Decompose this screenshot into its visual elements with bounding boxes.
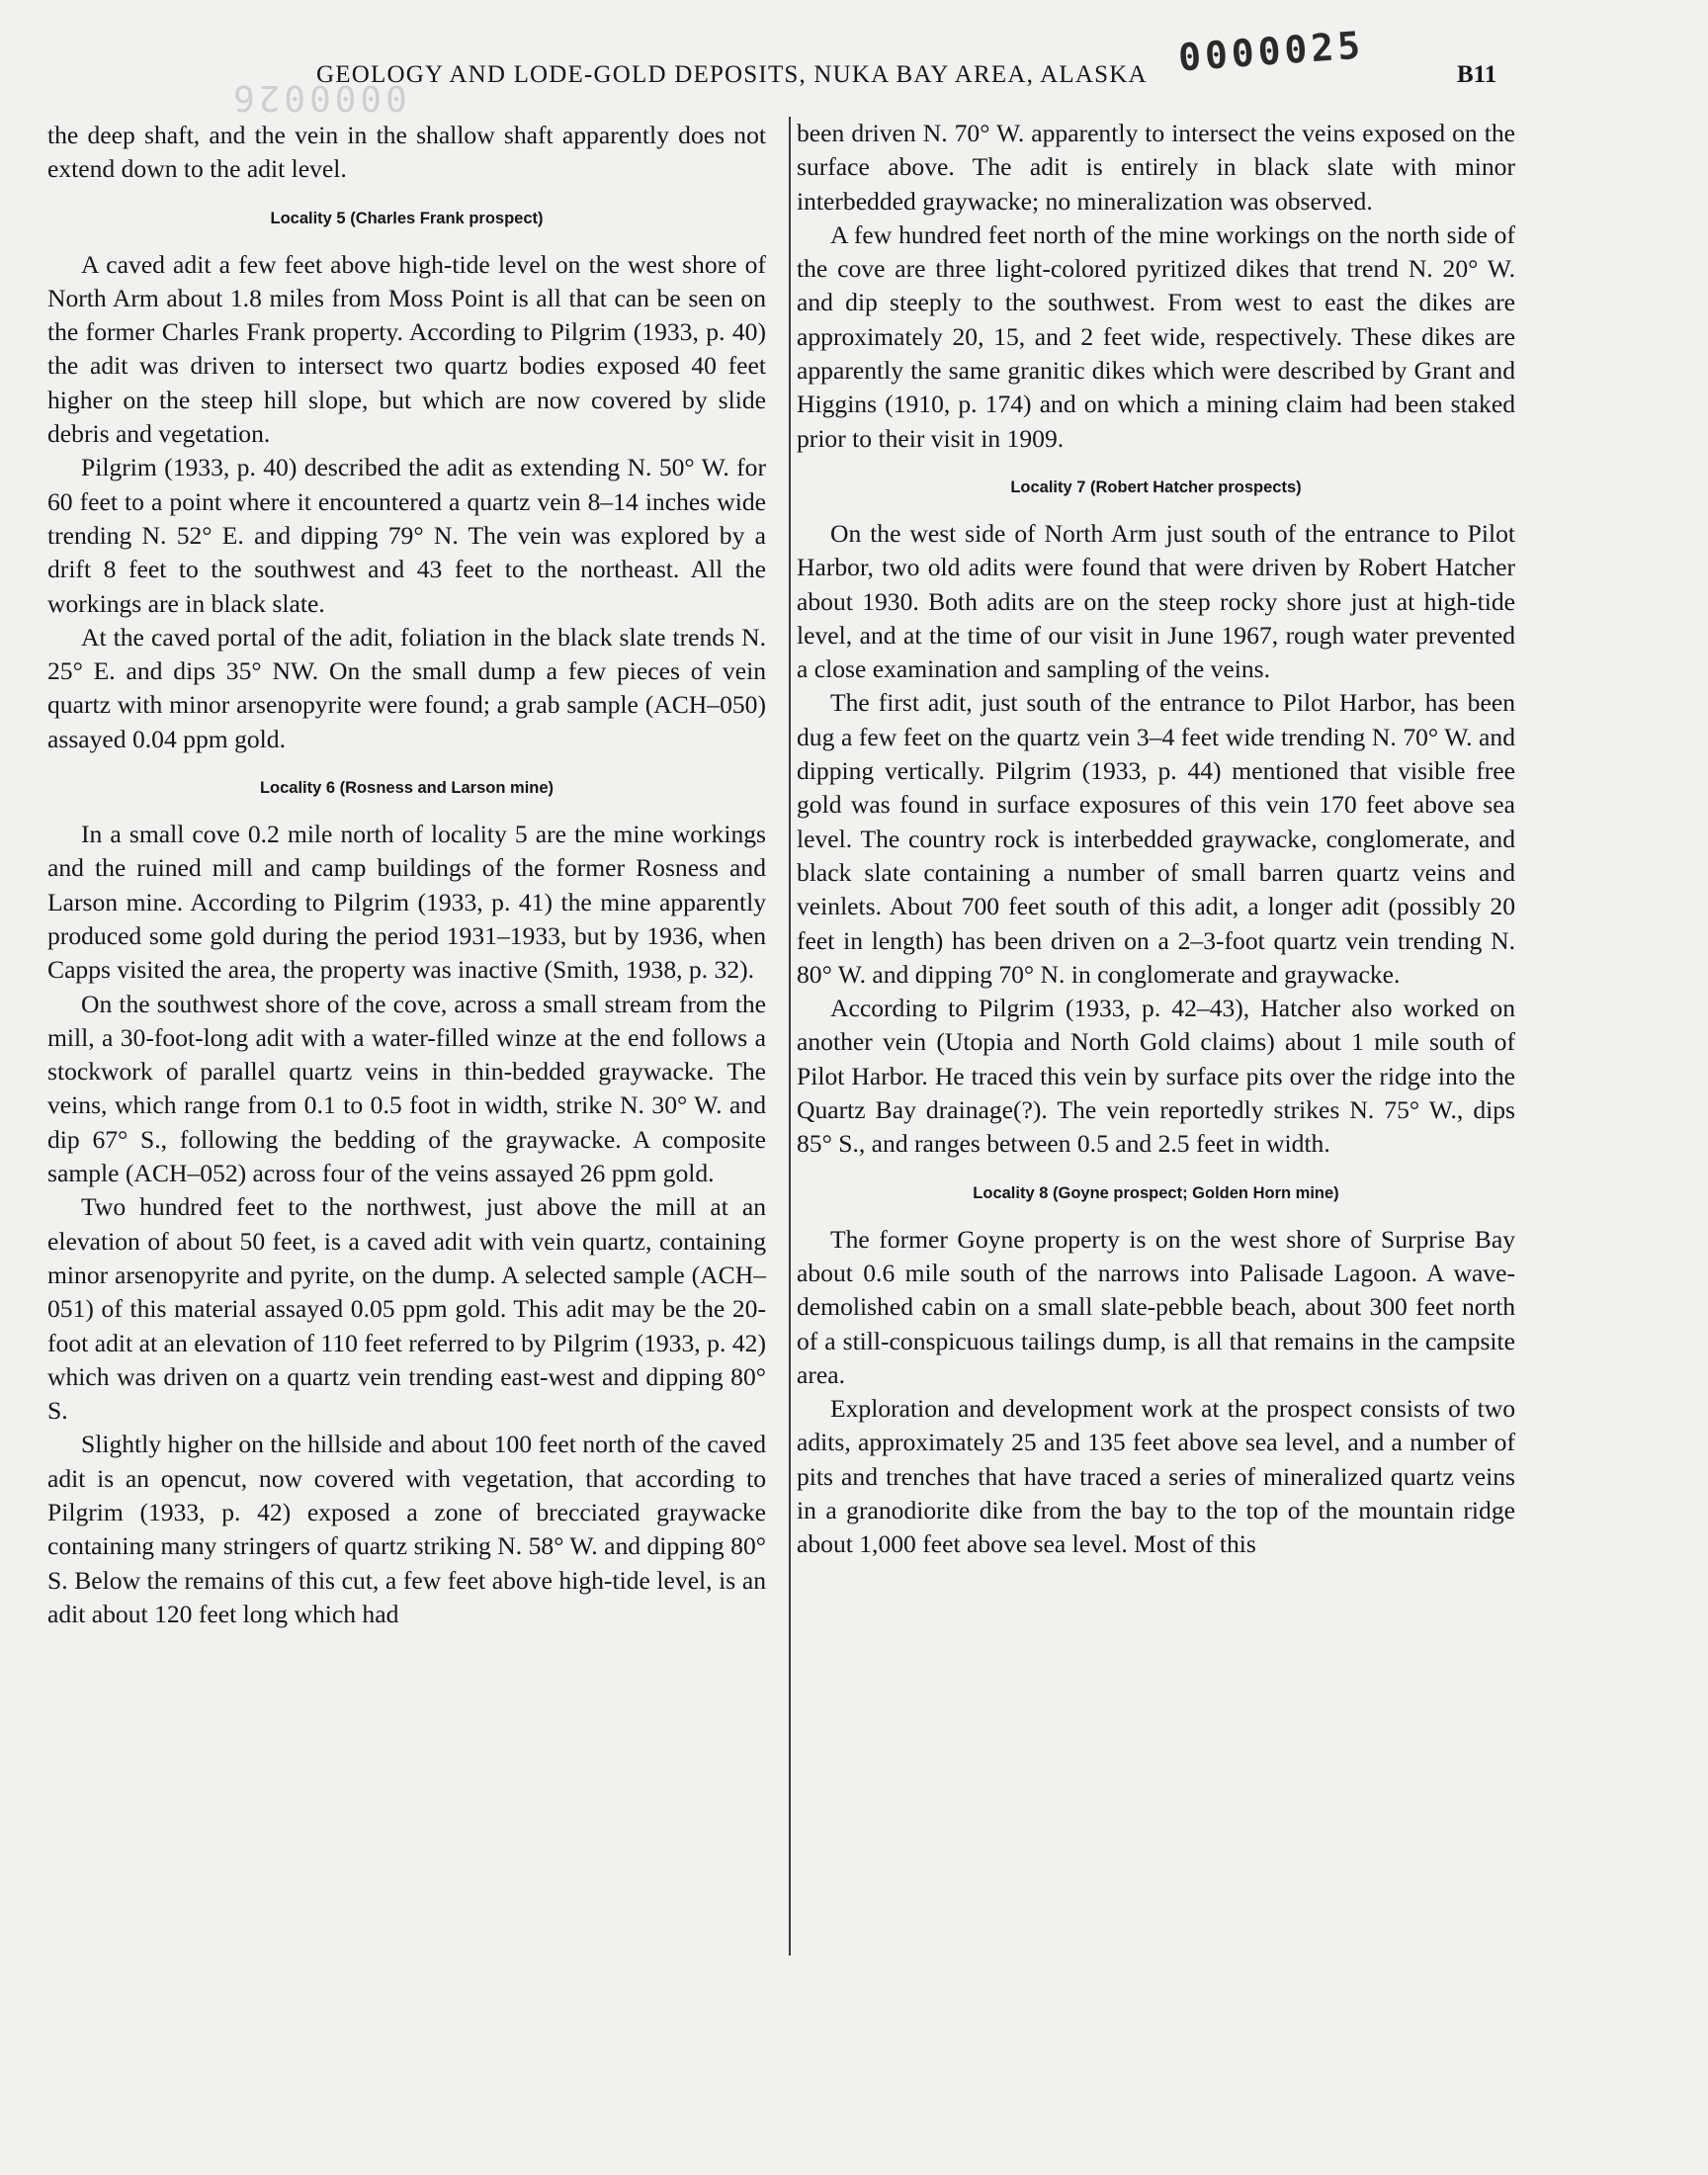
paragraph: A caved adit a few feet above high-tide level on the west shore of North Arm about 1.8 miles from Moss Point is all that can be seen on the former Charles Frank property. According to Pilgrim (1933, p. 40) the adit was driven to intersect two quartz bodies exposed 40 feet higher on the steep hill slope, but which are now covered by slide debris and vegetation. [47, 249, 766, 449]
left-column [47, 119, 766, 1631]
continued-paragraph: been driven N. 70° W. apparently to intersect the veins exposed on the surface above. The adit is entirely in black slate with minor interbedded graywacke; no mineralization was observed. [797, 119, 1515, 216]
paragraph: Slightly higher on the hillside and about 100 feet north of the caved adit is an opencut, now covered with vegetation, that according to Pilgrim (1933, p. 42) exposed a zone of brecciated graywacke containing many stringers of quartz striking N. 58° W. and dipping 80° S. Below the remains of this cut, a few feet above high-tide level, is an adit about 120 feet long which had [47, 1430, 766, 1628]
paragraph: Pilgrim (1933, p. 40) described the adit as extending N. 50° W. for 60 feet to a point where it encountered a quartz vein 8–14 inches wide trending N. 52° E. and dipping 79° N. The vein was explored by a drift 8 feet to the southwest and 43 feet to the northeast. All the workings are in black slate. [47, 453, 766, 618]
locality-7-heading: Locality 7 (Robert Hatcher prospects) [1010, 478, 1302, 496]
bleed-through-stamp: 0000026 [229, 77, 407, 118]
paragraph: At the caved portal of the adit, foliation in the black slate trends N. 25° E. and dips 35° NW. On the small dump a few pieces of vein quartz with minor arsenopyrite were found; a grab sample (ACH–050) assayed 0.04 ppm gold. [47, 622, 766, 753]
locality-5-heading: Locality 5 (Charles Frank prospect) [270, 209, 544, 227]
document-control-stamp: 0000025 [1176, 23, 1366, 80]
locality-8-heading: Locality 8 (Goyne prospect; Golden Horn mine) [973, 1183, 1339, 1202]
continued-paragraph: the deep shaft, and the vein in the shallow shaft apparently does not extend down to the adit level. [47, 121, 766, 184]
column-divider [789, 117, 791, 1956]
running-head: GEOLOGY AND LODE-GOLD DEPOSITS, NUKA BAY AREA, ALASKA [316, 61, 1148, 88]
paragraph: A few hundred feet north of the mine workings on the north side of the cove are three light-colored pyritized dikes that trend N. 20° W. and dip steeply to the southwest. From west to east the dikes are approximately 20, 15, and 2 feet wide, respectively. These dikes are apparently the same granitic dikes which were described by Grant and Higgins (1910, p. 174) and on which a mining claim had been staked prior to their visit in 1909. [797, 219, 1515, 453]
right-column [797, 117, 1515, 1562]
paragraph: Two hundred feet to the northwest, just above the mill at an elevation of about 50 feet, is a caved adit with vein quartz, containing minor arsenopyrite and pyrite, on the dump. A selected sample (ACH–051) of this material assayed 0.05 ppm gold. This adit may be the 20-foot adit at an elevation of 110 feet referred to by Pilgrim (1933, p. 42) which was driven on a quartz vein trending east-west and dipping 80° S. [47, 1192, 766, 1426]
page-number: B11 [1457, 61, 1497, 88]
locality-6-heading: Locality 6 (Rosness and Larson mine) [259, 779, 555, 798]
paragraph: In a small cove 0.2 mile north of locality 5 are the mine workings and the ruined mill and camp buildings of the former Rosness and Larson mine. According to Pilgrim (1933, p. 41) the mine apparently produced some gold during the period 1931–1933, but by 1936, when Capps visited the area, the property was inactive (Smith, 1938, p. 32). [47, 820, 766, 985]
paragraph: The former Goyne property is on the west shore of Surprise Bay about 0.6 mile south of the narrows into Palisade Lagoon. A wave-demolished cabin on a small slate-pebble beach, about 300 feet north of a still-conspicuous tailings dump, is all that remains in the campsite area. [797, 1224, 1515, 1389]
paragraph: On the west side of North Arm just south of the entrance to Pilot Harbor, two old adits were found that were driven by Robert Hatcher about 1930. Both adits are on the steep rocky shore just at high-tide level, and at the time of our visit in June 1967, rough water prevented a close examination and sampling of the veins. [797, 518, 1515, 684]
paragraph: On the southwest shore of the cove, across a small stream from the mill, a 30-foot-long adit with a water-filled winze at the end follows a stockwork of parallel quartz veins in thin-bedded graywacke. The veins, which range from 0.1 to 0.5 foot in width, strike N. 30° W. and dip 67° S., following the bedding of the graywacke. A composite sample (ACH–052) across four of the veins assayed 26 ppm gold. [47, 989, 766, 1188]
paragraph: According to Pilgrim (1933, p. 42–43), Hatcher also worked on another vein (Utopia and North Gold claims) about 1 mile south of Pilot Harbor. He traced this vein by surface pits over the ridge into the Quartz Bay drainage(?). The vein reportedly strikes N. 75° W., dips 85° S., and ranges between 0.5 and 2.5 feet in width. [797, 994, 1515, 1159]
paragraph: Exploration and development work at the prospect consists of two adits, approximately 25 and 135 feet above sea level, and a number of pits and trenches that have traced a series of mineralized quartz veins in a granodiorite dike from the bay to the top of the mountain ridge about 1,000 feet above sea level. Most of this [797, 1394, 1515, 1559]
paragraph: The first adit, just south of the entrance to Pilot Harbor, has been dug a few feet on the quartz vein 3–4 feet wide trending N. 70° W. and dipping vertically. Pilgrim (1933, p. 44) mentioned that visible free gold was found in surface exposures of this vein 170 feet above sea level. The country rock is interbedded graywacke, conglomerate, and black slate containing a number of small barren quartz veins and veinlets. About 700 feet south of this adit, a longer adit (possibly 20 feet in length) has been driven on a 2–3-foot quartz vein trending N. 80° W. and dipping 70° N. in conglomerate and graywacke. [797, 688, 1515, 989]
